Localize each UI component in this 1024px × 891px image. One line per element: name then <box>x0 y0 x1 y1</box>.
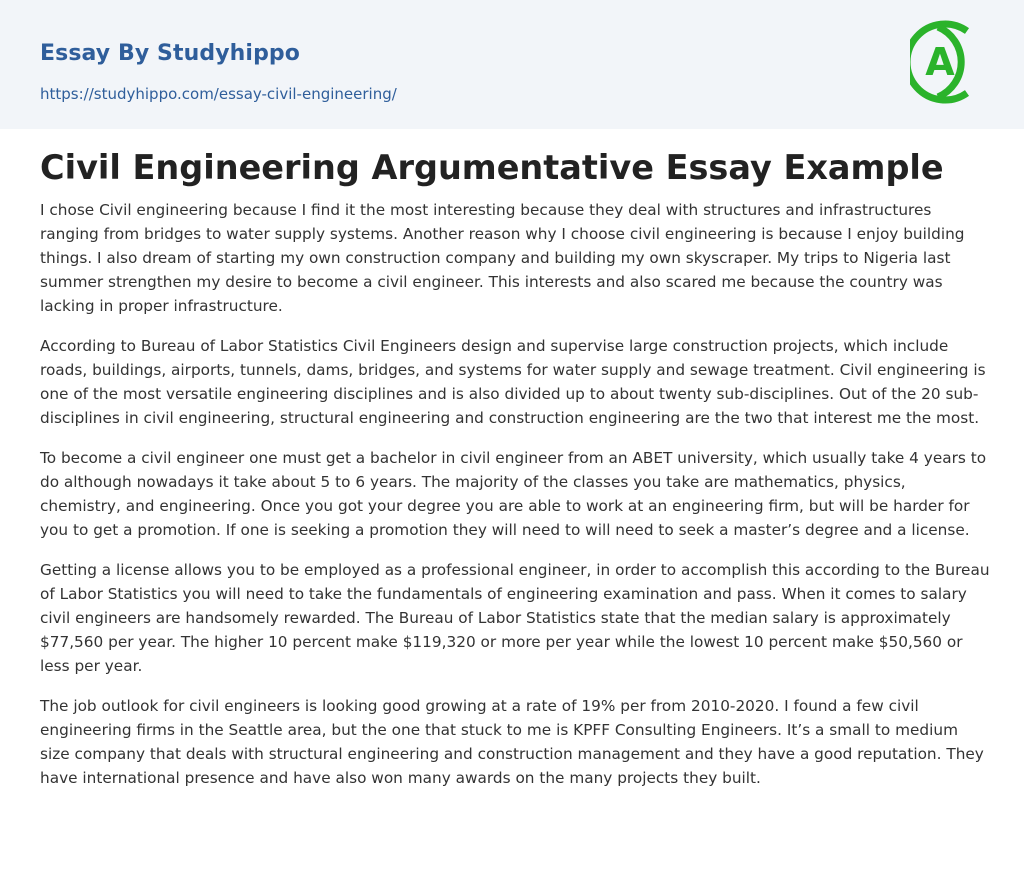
brand-title[interactable]: Essay By Studyhippo <box>40 41 300 66</box>
essay-paragraph: I chose Civil engineering because I find it the most interesting because they deal with structures and infrastructures ranging from bridges to water supply systems. Another reason why I choose civil engineering is because I enjoy building things. I also dream of starting my own construction company and building my own skyscraper. My trips to Nigeria last summer strengthen my desire to become a civil engineer. This interests and also scared me because the country was lacking in proper infrastructure. <box>40 201 965 315</box>
article <box>40 145 990 806</box>
studyhippo-logo-icon[interactable] <box>910 17 988 107</box>
logo-letter: A <box>925 40 955 84</box>
essay-paragraph: According to Bureau of Labor Statistics Civil Engineers design and supervise large construction projects, which include roads, buildings, airports, tunnels, dams, bridges, and systems for water supply and sewage treatment. Civil engineering is one of the most versatile engineering disciplines and is also divided up to about twenty sub-disciplines. Out of the 20 sub-disciplines in civil engineering, structural engineering and construction engineering are the two that interest me the most. <box>40 337 986 427</box>
site-header <box>0 0 1024 129</box>
essay-paragraph: The job outlook for civil engineers is looking good growing at a rate of 19% per from 2010-2020. I found a few civil engineering firms in the Seattle area, but the one that stuck to me is KPFF Consulting Engineers. It’s a small to medium size company that deals with structural engineering and construction management and they have a good reputation. They have international presence and have also won many awards on the many projects they built. <box>40 697 984 787</box>
page-title: Civil Engineering Argumentative Essay Example <box>40 148 944 187</box>
essay-paragraph: To become a civil engineer one must get a bachelor in civil engineer from an ABET university, which usually take 4 years to do although nowadays it take about 5 to 6 years. The majority of the classes you take are mathematics, physics, chemistry, and engineering. Once you got your degree you are able to work at an engineering firm, but will be harder for you to get a promotion. If one is seeking a promotion they will need to will need to seek a master’s degree and a license. <box>40 449 987 539</box>
source-url-link[interactable]: https://studyhippo.com/essay-civil-engineering/ <box>40 85 397 103</box>
essay-paragraph: Getting a license allows you to be employed as a professional engineer, in order to accomplish this according to the Bureau of Labor Statistics you will need to take the fundamentals of engineering examination and pass. When it comes to salary civil engineers are handsomely rewarded. The Bureau of Labor Statistics state that the median salary is approximately $77,560 per year. The higher 10 percent make $119,320 or more per year while the lowest 10 percent make $50,560 or less per year. <box>40 561 990 675</box>
